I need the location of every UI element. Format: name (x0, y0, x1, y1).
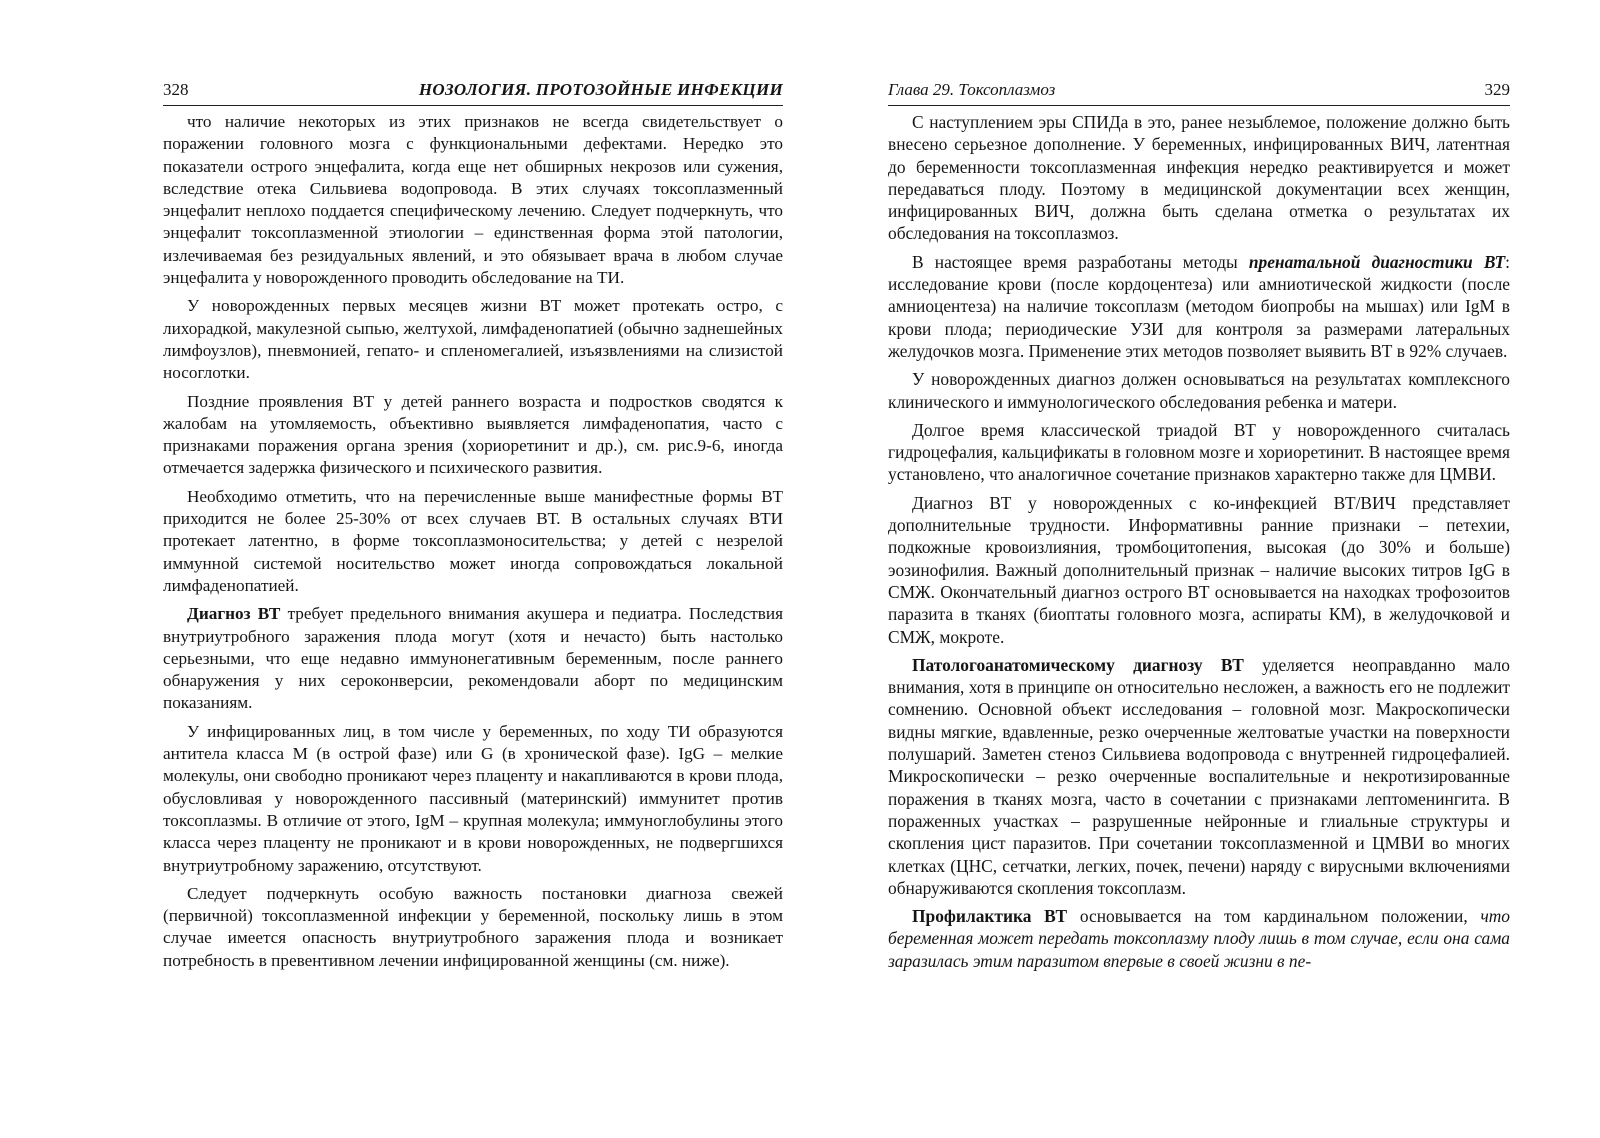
right-body-text (888, 111, 1510, 972)
left-paragraph-5-text: требует предельного внимания акушера и педиатра. Последствия внутриутробного заражения плода могут (хотя и нечасто) быть настолько серьезными, что еще недавно иммунонегативным беременным, после раннего обнаружения у них сероконверсии, рекомендовали аборт по медицинским показаниям. (163, 604, 783, 713)
run-in-heading-prevention: Профилактика ВТ (912, 906, 1068, 927)
emphasis-prenatal-diagnostics: пренатальной диагностики ВТ (1248, 251, 1506, 272)
right-page (888, 80, 1510, 972)
right-page-number: 329 (1484, 80, 1510, 99)
right-paragraph-2-pre: В настоящее время разработаны методы (912, 251, 1249, 272)
right-paragraph-5: Диагноз ВТ у новорожденных с ко-инфекцией ВТ/ВИЧ представляет дополнительные трудности. Информативны ранние признаки – петехии, подкожные кровоизлияния, тромбоцитопения, высокая (до 30% и больше) эозинофилия. Важный дополнительный признак – наличие высоких титров IgG в СМЖ. Окончательный диагноз острого ВТ основывается на находках трофозоитов паразита в тканях (биоптаты головного мозга, аспираты КМ), в желудочковой и СМЖ, мокроте. (888, 492, 1510, 647)
right-paragraph-2 (888, 251, 1510, 362)
left-paragraph-6: У инфицированных лиц, в том числе у беременных, по ходу ТИ образуются антитела класса M (в острой фазе) или G (в хронической фазе). IgG – мелкие молекулы, они свободно проникают через плаценту и накапливаются в крови плода, обусловливая у новорожденного пассивный (материнский) иммунитет против токсоплазмы. В отличие от этого, IgM – крупная молекула; иммуноглобулины этого класса через плаценту не проникают и в крови новорожденных, не подвергшихся внутриутробному заражению, отсутствуют. (163, 721, 783, 875)
left-running-head (163, 80, 783, 106)
left-paragraph-1: что наличие некоторых из этих признаков не всегда свидетельствует о поражении головного мозга с функциональными дефектами. Нередко это показатели острого энцефалита, когда еще нет обширных некрозов или сужения, вследствие отека Сильвиева водопровода. В этих случаях токсоплазменный энцефалит неплохо поддается специфическому лечению. Следует подчеркнуть, что энцефалит токсоплазменной этиологии – единственная форма этой патологии, излечиваемая без резидуальных явлений, и это обязывает врача в любом случае энцефалита у новорожденного проводить обследование на ТИ. (163, 112, 783, 288)
left-page (163, 80, 783, 972)
right-paragraph-4: Долгое время классической триадой ВТ у новорожденного считалась гидроцефалия, кальцификаты в головном мозге и хориоретинит. В настоящее время установлено, что аналогичное сочетание признаков характерно также для ЦМВИ. (888, 419, 1510, 485)
right-running-head (888, 80, 1510, 106)
right-paragraph-6 (888, 654, 1510, 899)
left-running-title: НОЗОЛОГИЯ. ПРОТОЗОЙНЫЕ ИНФЕКЦИИ (418, 80, 783, 99)
left-paragraph-5 (163, 603, 783, 714)
left-paragraph-7: Следует подчеркнуть особую важность постановки диагноза свежей (первичной) токсоплазменной инфекции у беременной, поскольку лишь в этом случае имеется опасность внутриутробного заражения плода и возникает потребность в превентивном лечении инфицированной женщины (см. ниже). (163, 883, 783, 970)
right-paragraph-2-text: : исследование крови (после кордоцентеза) или амниотической жидкости (после амниоцентеза) на наличие токсоплазм (методом биопробы на мышах) или IgM в крови плода; периодические УЗИ для контроля за размерами латеральных желудочков мозга. Применение этих методов позволяет выявить ВТ в 92% случаев. (888, 251, 1510, 361)
run-in-heading-diagnosis: Диагноз ВТ (187, 604, 281, 624)
right-paragraph-7 (888, 905, 1510, 972)
right-paragraph-6-text: уделяется неоправданно мало внимания, хотя в принципе он относительно несложен, а важность его не подлежит сомнению. Основной объект исследования – головной мозг. Макроскопически видны мягкие, вдавленные, резко очерченные желтоватые участки на поверхности полушарий. Заметен стеноз Сильвиева водопровода с внутренней гидроцефалией. Микроскопически – резко очерченные воспалительные и некротизированные поражения в тканях мозга, часто в сочетании с признаками лептоменингита. В пораженных участках – разрушенные нейронные и глиальные структуры и скопления цист паразитов. При сочетании токсоплазменной и ЦМВИ во многих клетках (ЦНС, сетчатки, легких, почек, печени) наряду с вирусными включениями обнаруживаются скопления токсоплазм. (888, 654, 1510, 898)
right-paragraph-7-italic: что беременная может передать токсоплазму плоду лишь в том случае, если она сама заразилась этим паразитом впервые в своей жизни в пе- (888, 906, 1510, 971)
left-page-number: 328 (163, 80, 189, 99)
right-running-title: Глава 29. Токсоплазмоз (888, 80, 1056, 99)
right-paragraph-1: С наступлением эры СПИДа в это, ранее незыблемое, положение должно быть внесено серьезное дополнение. У беременных, инфицированных ВИЧ, латентная до беременности токсоплазменная инфекция нередко реактивируется и может передаваться плоду. Поэтому в медицинской документации всех женщин, инфицированных ВИЧ, должна быть сделана отметка о результатах их обследования на токсоплазмоз. (888, 112, 1510, 244)
right-paragraph-7-text: основывается на том кардинальном положении, (1067, 906, 1481, 927)
left-paragraph-4: Необходимо отметить, что на перечисленные выше манифестные формы ВТ приходится не более 25-30% от всех случаев ВТ. В остальных случаях ВТИ протекает латентно, в форме токсоплазмоносительства; у детей с незрелой иммунной системой носительство может иногда сопровождаться локальной лимфаденопатией. (163, 486, 783, 595)
left-paragraph-2: У новорожденных первых месяцев жизни ВТ может протекать остро, с лихорадкой, макулезной сыпью, желтухой, лимфаденопатией (обычно заднешейных лимфоузлов), пневмонией, гепато- и спленомегалией, изъязвлениями на слизистой носоглотки. (163, 296, 783, 383)
left-paragraph-3: Поздние проявления ВТ у детей раннего возраста и подростков сводятся к жалобам на утомляемость, объективно выявляется лимфаденопатия, часто с признаками поражения органа зрения (хориоретинит и др.), см. рис.9-6, иногда отмечается задержка физического и психического развития. (163, 391, 783, 478)
right-paragraph-3: У новорожденных диагноз должен основываться на результатах комплексного клинического и иммунологического обследования ребенка и матери. (888, 369, 1510, 412)
run-in-heading-pathology: Патологоанатомическому диагнозу ВТ (912, 654, 1244, 675)
left-body-text (163, 111, 783, 972)
